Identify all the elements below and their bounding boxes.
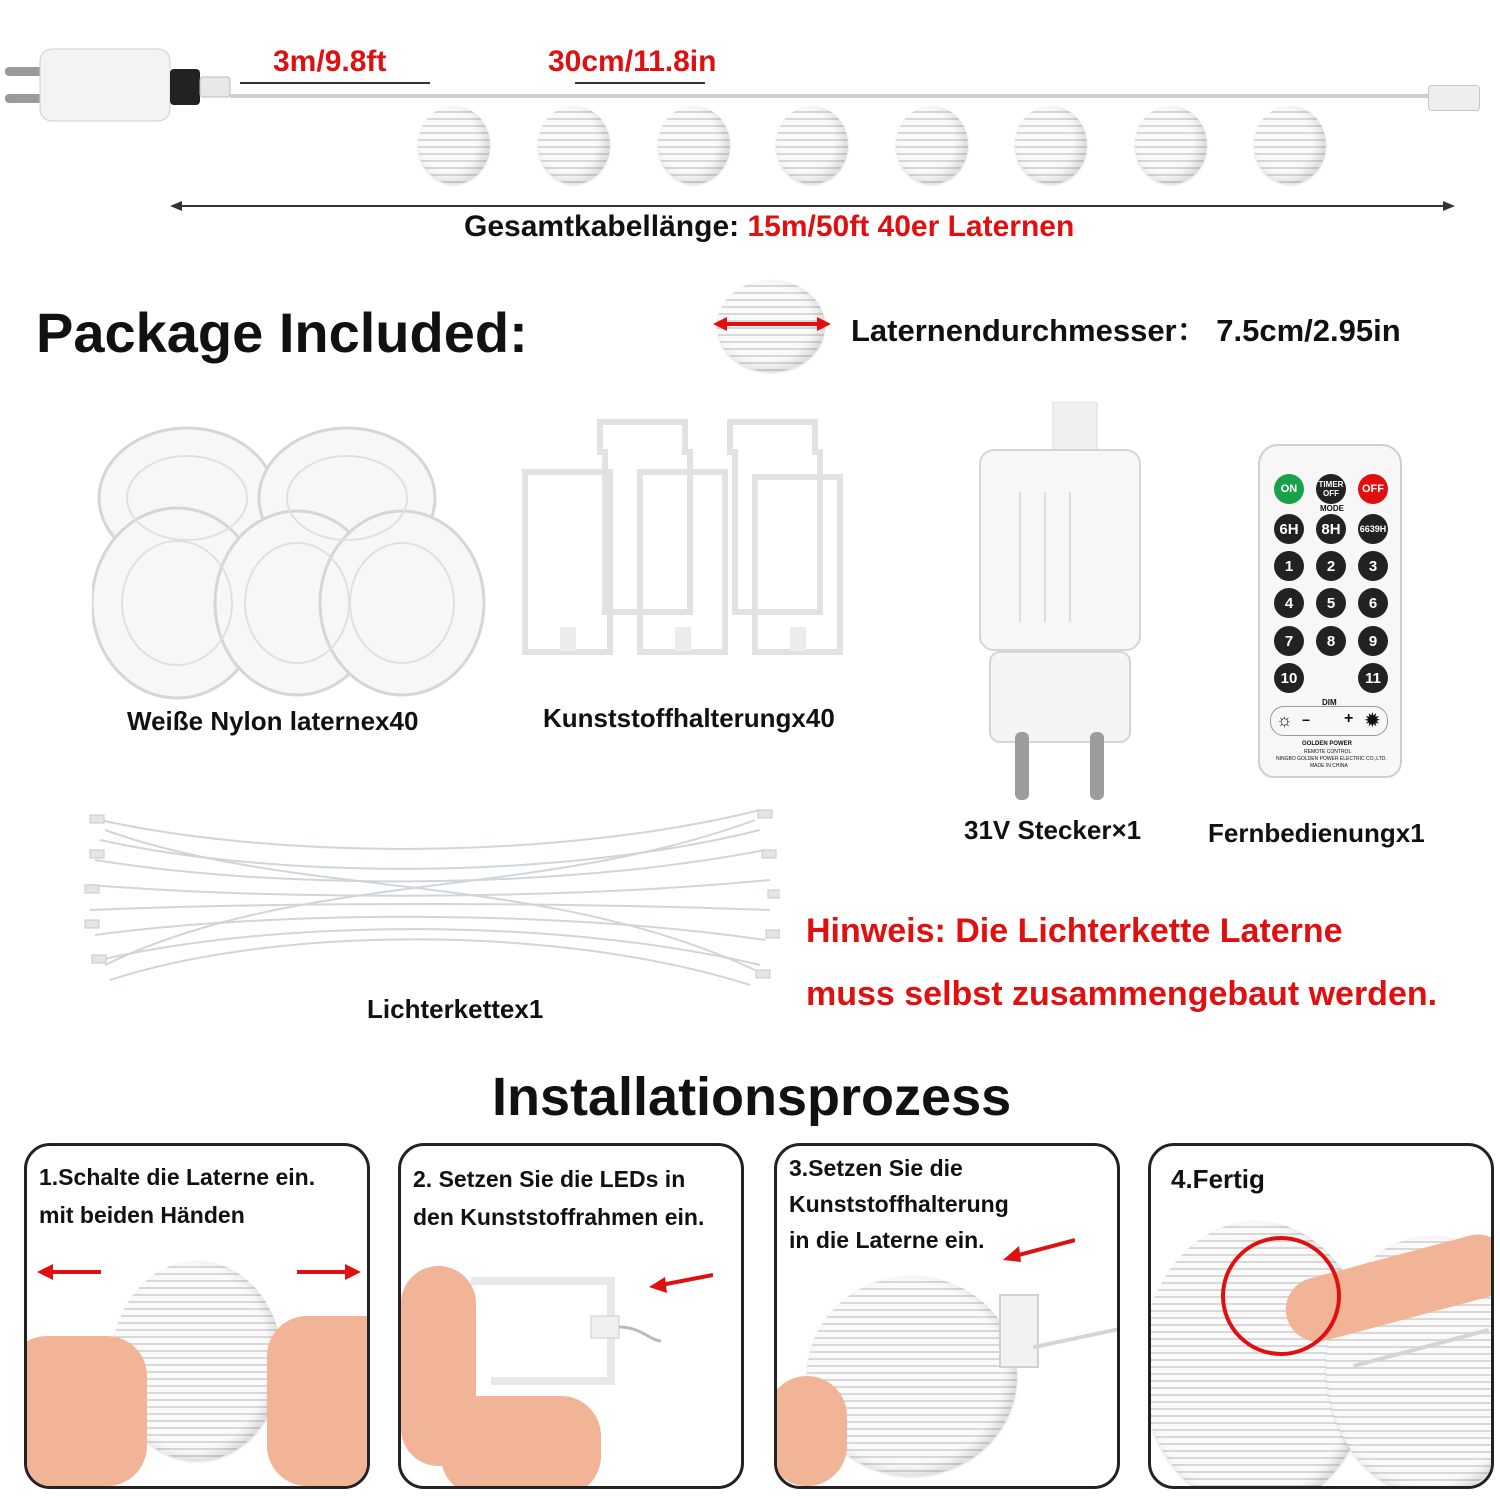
remote-num-3: 3	[1358, 551, 1388, 581]
remote-dim-label: DIM	[1322, 698, 1337, 707]
remote-dim-plus: +	[1344, 710, 1354, 727]
remote-dim-minus: −	[1302, 712, 1311, 728]
string-diagram	[0, 0, 1500, 250]
remote-made: MADE IN CHINA	[1310, 763, 1348, 769]
remote-mode-8h: 8H	[1316, 514, 1346, 544]
diameter-label: Laternendurchmesser：	[851, 313, 1208, 348]
remote-timer-button: TIMER OFF	[1316, 474, 1346, 504]
string-lights-image	[80, 790, 780, 995]
step-3-line2: Kunststoffhalterung	[789, 1191, 1009, 1217]
sun-dim-icon: ☼	[1276, 710, 1293, 730]
install-title: Installationsprozess	[492, 1067, 1012, 1127]
lead-length-arrow	[240, 82, 430, 84]
remote-num-6: 6	[1358, 588, 1388, 618]
holders-label: Kunststoffhalterungx40	[543, 703, 835, 733]
step-3-line3: in die Laterne ein.	[789, 1227, 985, 1253]
right-hand	[441, 1396, 601, 1489]
lantern	[538, 106, 610, 184]
spacing-label: 30cm/11.8in	[548, 45, 717, 78]
remote-num-7: 7	[1274, 626, 1304, 656]
total-length-text	[464, 210, 1074, 244]
lantern	[418, 106, 490, 184]
lantern	[1015, 106, 1087, 184]
right-hand	[267, 1316, 370, 1486]
remote-brand: GOLDEN POWER	[1302, 741, 1353, 747]
total-length-label: Gesamtkabellänge:	[464, 210, 740, 243]
lantern	[658, 106, 730, 184]
led-cable	[1033, 1327, 1120, 1350]
step-1-panel	[24, 1143, 370, 1489]
remote-mode-label: MODE	[1320, 504, 1344, 513]
folded-lanterns-image	[92, 418, 492, 708]
holder-frame	[461, 1271, 661, 1401]
step-3-panel	[774, 1143, 1120, 1489]
lantern	[1254, 106, 1326, 184]
step-4-panel	[1148, 1143, 1494, 1489]
total-length-value: 15m/50ft 40er Laternen	[747, 210, 1075, 243]
package-title: Package Included:	[36, 301, 528, 364]
step-2-panel	[398, 1143, 744, 1489]
end-connector	[1428, 85, 1480, 111]
step-2-line2: den Kunststoffrahmen ein.	[413, 1204, 705, 1230]
plug-icon	[5, 45, 245, 125]
remote-label: Fernbedienungx1	[1208, 818, 1425, 848]
remote-num-4: 4	[1274, 588, 1304, 618]
step-4-text: 4.Fertig	[1171, 1164, 1265, 1194]
lantern	[1135, 106, 1207, 184]
remote-num-2: 2	[1316, 551, 1346, 581]
remote-num-8: 8	[1316, 626, 1346, 656]
remote-brand-sub: REMOTE CONTROL	[1304, 749, 1352, 755]
remote-control	[1258, 444, 1402, 778]
sun-bright-icon: ✹	[1364, 710, 1381, 732]
left-hand	[24, 1336, 147, 1486]
step-3-text	[789, 1150, 1009, 1258]
remote-maker: NINGBO GOLDEN POWER ELECTRIC CO.,LTD.	[1276, 756, 1387, 762]
note-line1: Hinweis: Die Lichterkette Laterne	[806, 912, 1343, 950]
step-2-text	[413, 1160, 704, 1236]
remote-num-5: 5	[1316, 588, 1346, 618]
remote-on-button: ON	[1274, 474, 1304, 504]
lantern	[776, 106, 848, 184]
remote-num-11: 11	[1358, 663, 1388, 693]
holder-clip	[999, 1294, 1039, 1368]
note-line2: muss selbst zusammengebaut werden.	[806, 975, 1438, 1013]
plastic-holders-image	[515, 412, 855, 664]
power-plug-image	[975, 402, 1145, 804]
hand	[774, 1376, 847, 1486]
remote-num-10: 10	[1274, 663, 1304, 693]
lead-cable	[230, 94, 1440, 98]
remote-mode-6h: 6H	[1274, 514, 1304, 544]
diameter-arrow	[713, 315, 831, 333]
diameter-value: 7.5cm/2.95in	[1216, 313, 1401, 348]
step-1-line1: 1.Schalte die Laterne ein.	[39, 1164, 316, 1190]
string-label: Lichterkettex1	[367, 994, 544, 1024]
remote-num-9: 9	[1358, 626, 1388, 656]
arrow-right-icon	[297, 1262, 361, 1282]
lanterns-label: Weiße Nylon laternex40	[127, 706, 419, 736]
arrow-left-icon	[1003, 1236, 1075, 1264]
step-2-line1: 2. Setzen Sie die LEDs in	[413, 1166, 686, 1192]
step-3-line1: 3.Setzen Sie die	[789, 1155, 963, 1181]
remote-mode-6639h: 6639H	[1358, 514, 1388, 544]
plug-label: 31V Stecker×1	[964, 815, 1142, 845]
highlight-circle	[1221, 1236, 1341, 1356]
remote-off-button: OFF	[1358, 474, 1388, 504]
step-1-text	[39, 1158, 315, 1234]
spacing-arrow	[575, 82, 705, 84]
arrow-left-icon	[37, 1262, 101, 1282]
lantern	[896, 106, 968, 184]
remote-num-1: 1	[1274, 551, 1304, 581]
lead-length-label: 3m/9.8ft	[273, 45, 387, 78]
step-1-line2: mit beiden Händen	[39, 1202, 245, 1228]
diameter-text	[851, 305, 1401, 350]
